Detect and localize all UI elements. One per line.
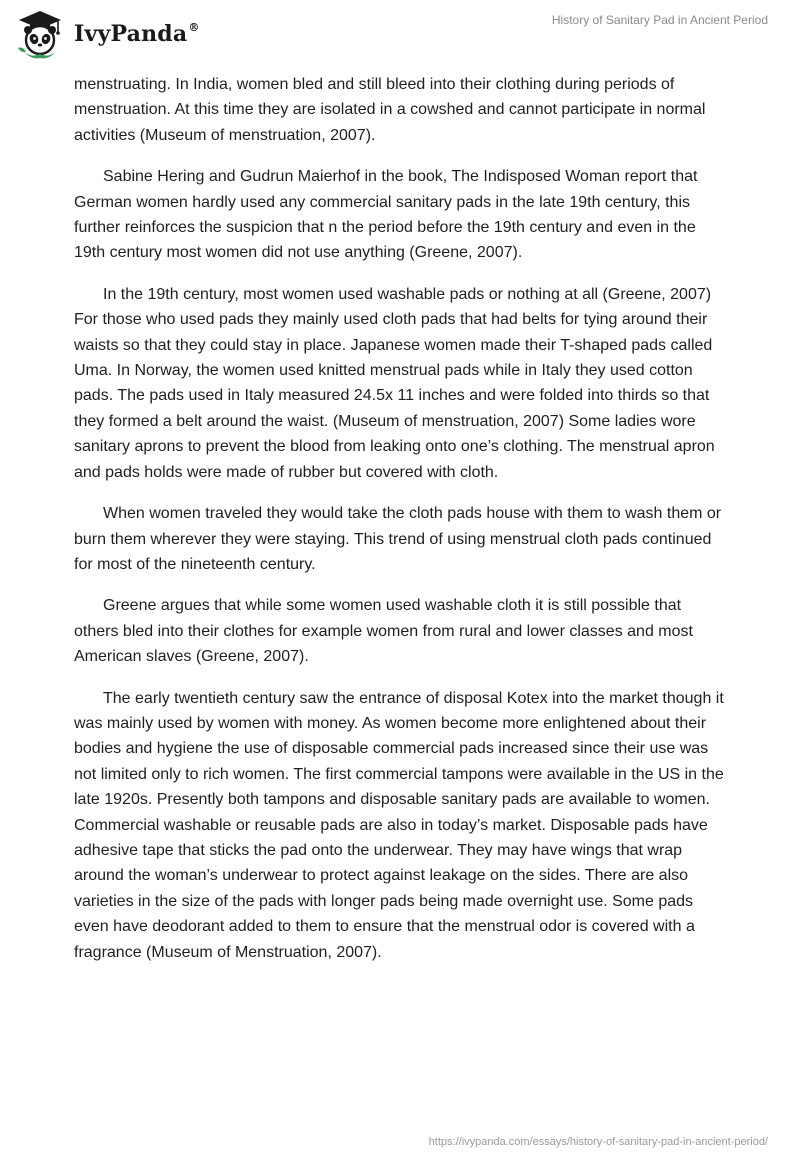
panda-graduate-icon (14, 8, 66, 60)
paragraph: In the 19th century, most women used washable pads or nothing at all (Greene, 2007) For those who used pads they mainly used cloth pads that had belts for tying around their waists so that they could stay in place. Japanese women made their T-shaped pads called Uma. In Norway, the women used knitted menstrual pads while in Italy they used cotton pads. The pads used in Italy measured 24.5x 11 inches and were folded into thirds so that they formed a belt around the waist. (Museum of menstruation, 2007) Some ladies wore sanitary aprons to prevent the blood from leaking onto one’s clothing. The menstrual apron and pads holds were made of rubber but covered with cloth. (74, 285, 715, 481)
page-header (0, 0, 800, 70)
essay-body (74, 72, 726, 981)
paragraph: Sabine Hering and Gudrun Maierhof in the book, The Indisposed Woman report that German women hardly used any commercial sanitary pads in the late 19th century, this further reinforces the suspicion that n the period before the 19th century and even in the 19th century most women did not use anything (Greene, 2007). (74, 168, 698, 262)
paragraph: Greene argues that while some women used washable cloth it is still possible that others bled into their clothes for example women from rural and lower classes and most American slaves (Greene, 2007). (74, 597, 693, 666)
source-url[interactable]: https://ivypanda.com/essays/history-of-sanitary-pad-in-ancient-period/ (428, 1136, 768, 1148)
paragraph: The early twentieth century saw the entrance of disposal Kotex into the market though it was mainly used by women with money. As women become more enlightened about their bodies and hygiene the use of disposable commercial pads increased since their use was not limited only to rich women. The first commercial tampons were available in the US in the late 1920s. Presently both tampons and disposable sanitary pads are available to women. Commercial washable or reusable pads are also in today’s market. Disposable pads have adhesive tape that sticks the pad onto the underwear. They may have wings that wrap around the woman’s underwear to protect against leakage on the sides. There are also varieties in the size of the pads with longer pads being made overnight use. Some pads even have deodorant added to them to ensure that the menstrual odor is covered with a fragrance (Museum of Menstruation, 2007). (74, 689, 724, 961)
paragraph: When women traveled they would take the cloth pads house with them to wash them or burn them wherever they were staying. This trend of using menstrual cloth pads continued for most of the nineteenth century. (74, 505, 722, 573)
registered-mark: ® (188, 20, 200, 34)
logo-wordmark: IvyPanda® (74, 20, 200, 47)
ivypanda-logo[interactable] (14, 8, 200, 60)
paragraph: menstruating. In India, women bled and still bleed into their clothing during periods of menstruation. At this time they are isolated in a cowshed and cannot participate in normal activities (Museum of menstruation, 2007). (74, 76, 706, 144)
document-title: History of Sanitary Pad in Ancient Period (551, 13, 768, 27)
